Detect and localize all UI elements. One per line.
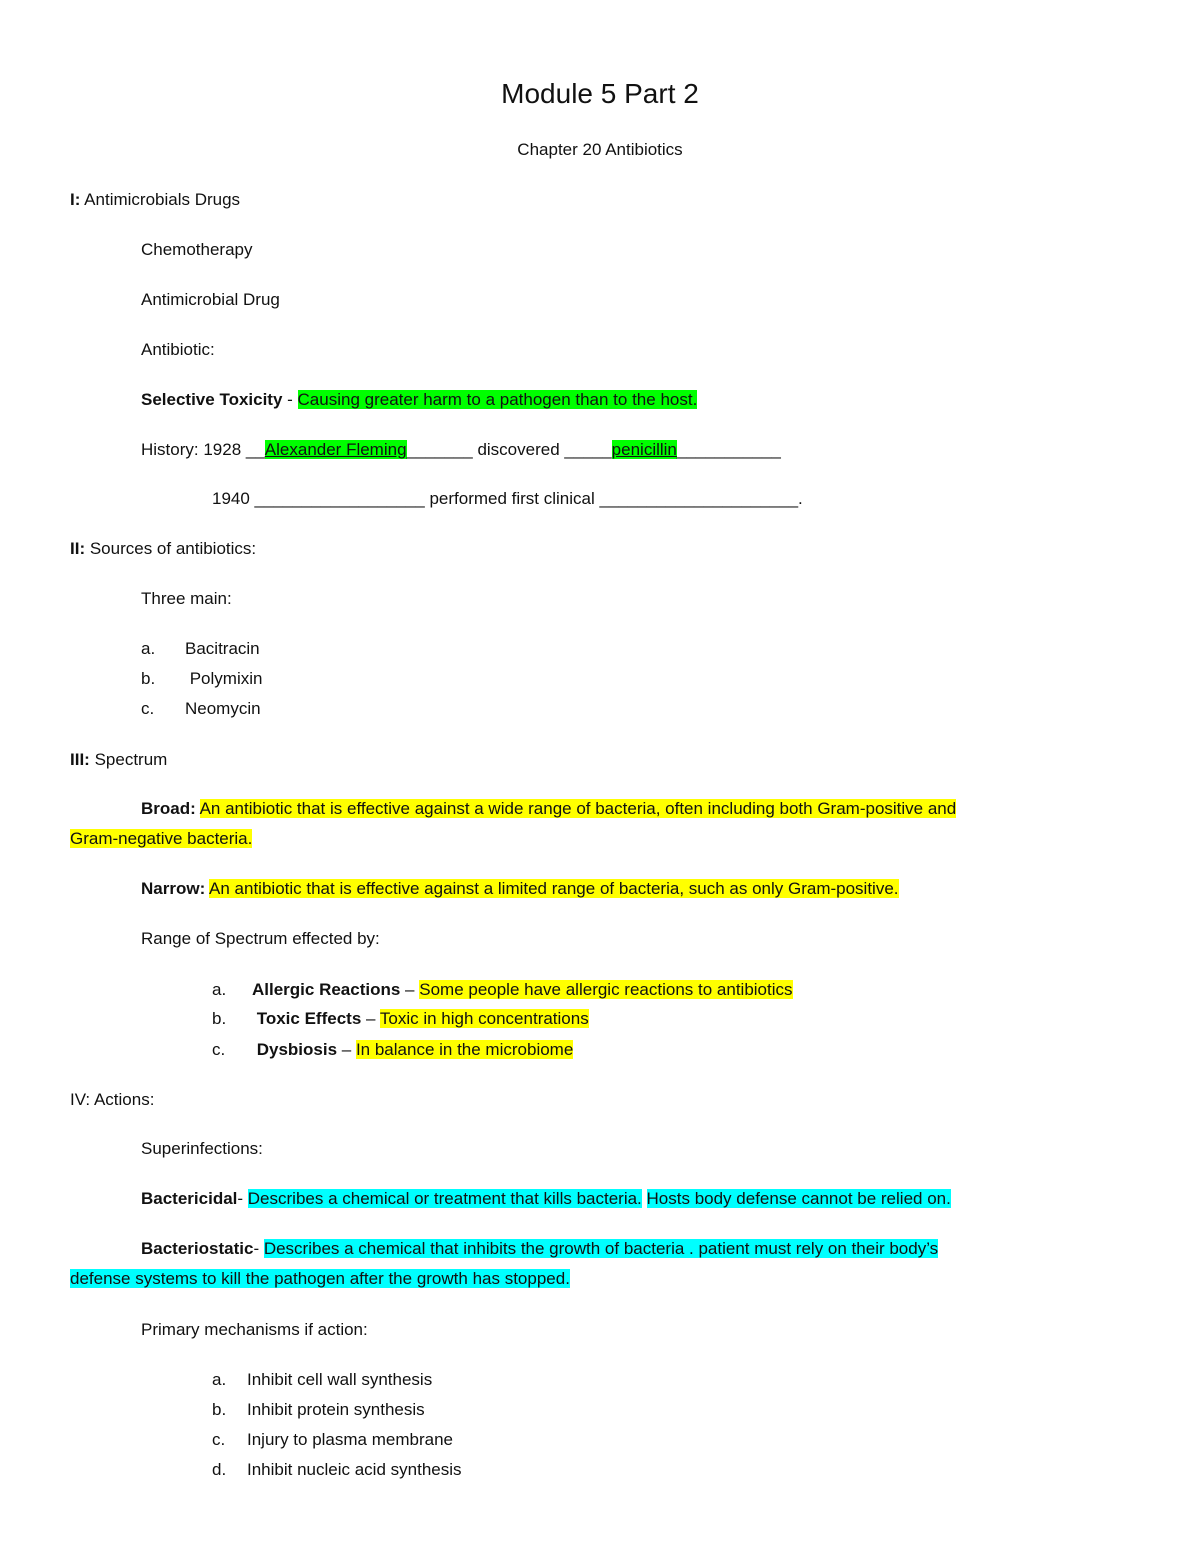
list-item [141,638,260,659]
bactericidal-line [141,1188,951,1209]
list-marker: b. [212,1009,227,1028]
section-3-heading [70,749,167,770]
list-item-dash: – [361,1009,380,1028]
bactericidal-dash: - [237,1189,248,1208]
section-2-number: II: [70,539,86,558]
list-item-text: Bacitracin [185,639,260,658]
broad-line-2 [70,828,252,849]
history-end: ___________ [676,440,781,459]
page-subtitle: Chapter 20 Antibiotics [517,140,683,159]
bactericidal-definition: Describes a chemical or treatment that kills bacteria. [247,1189,642,1208]
bacteriostatic-line-2 [70,1268,570,1289]
list-item-dash: – [400,980,420,999]
selective-toxicity-definition: Causing greater harm to a pathogen than to the host. [297,390,698,409]
history-1928-line [141,439,781,460]
list-item-dash: – [337,1040,356,1059]
narrow-line [141,878,899,899]
list-marker: a. [212,980,227,999]
section-1-number: I: [70,190,81,209]
history-middle: _______ discovered _____ [406,440,612,459]
list-item-term: Dysbiosis [252,1040,338,1059]
bacteriostatic-label: Bacteriostatic [141,1239,254,1258]
mechanisms-label: Primary mechanisms if action: [141,1320,368,1339]
history-drug: penicillin [611,440,677,459]
broad-definition-part-2: Gram-negative bacteria. [70,829,253,848]
antibiotic-term: Antibiotic: [141,340,215,359]
section-3-title: Spectrum [89,750,168,769]
list-marker: a. [141,639,156,658]
bactericidal-label: Bactericidal [141,1189,238,1208]
bacteriostatic-line-1 [141,1238,938,1259]
list-item [212,1399,425,1420]
list-item [212,979,793,1000]
list-item [212,1459,462,1480]
bacteriostatic-definition-part-2: defense systems to kill the pathogen after the growth has stopped. [70,1269,570,1288]
list-item [141,698,261,719]
history-1940-line: 1940 __________________ performed first clinical _____________________. [212,489,803,508]
section-1-title: Antimicrobials Drugs [80,190,241,209]
bacteriostatic-dash: - [253,1239,264,1258]
list-item-definition: Toxic in high concentrations [379,1009,589,1028]
section-4-heading: IV: Actions: [70,1090,155,1109]
list-item-text: Neomycin [185,699,261,718]
section-3-number: III: [70,750,90,769]
list-item-definition: Some people have allergic reactions to antibiotics [419,980,793,999]
selective-toxicity-dash: - [282,390,298,409]
range-of-spectrum-label: Range of Spectrum effected by: [141,929,380,948]
list-item-text: Inhibit nucleic acid synthesis [247,1460,462,1479]
list-item-text: Injury to plasma membrane [247,1430,453,1449]
list-marker: a. [212,1370,227,1389]
history-discoverer: Alexander Fleming [264,440,407,459]
bacteriostatic-definition-part-1: Describes a chemical that inhibits the growth of bacteria . patient must rely on their body’s [263,1239,939,1258]
broad-label: Broad: [141,799,196,818]
broad-definition-part-1: An antibiotic that is effective against a wide range of bacteria, often including both Gram-positive and [199,799,957,818]
narrow-label: Narrow: [141,879,206,898]
selective-toxicity-line [141,389,697,410]
section-2-title: Sources of antibiotics: [85,539,257,558]
list-item-definition: In balance in the microbiome [355,1040,574,1059]
superinfections-term: Superinfections: [141,1139,263,1158]
list-marker: d. [212,1460,227,1479]
list-item [212,1039,573,1060]
selective-toxicity-label: Selective Toxicity [141,390,283,409]
chemotherapy-term: Chemotherapy [141,240,253,259]
antimicrobial-drug-term: Antimicrobial Drug [141,290,280,309]
page-title: Module 5 Part 2 [501,78,699,109]
list-marker: c. [212,1430,226,1449]
list-item [212,1429,453,1450]
history-prefix: History: 1928 __ [141,440,265,459]
list-item-text: Polymixin [185,669,263,688]
list-marker: b. [212,1400,227,1419]
section-1-heading [70,189,240,210]
broad-line-1 [141,798,956,819]
list-item-text: Inhibit cell wall synthesis [247,1370,433,1389]
narrow-definition: An antibiotic that is effective against a limited range of bacteria, such as only Gram-positive. [209,879,899,898]
list-marker: c. [141,699,155,718]
bactericidal-host-note: Hosts body defense cannot be relied on. [646,1189,951,1208]
list-marker: c. [212,1040,226,1059]
section-2-heading [70,538,256,559]
list-item [141,668,262,689]
list-item-term: Toxic Effects [252,1009,362,1028]
list-item-text: Inhibit protein synthesis [247,1400,425,1419]
list-item [212,1369,432,1390]
three-main-label: Three main: [141,589,232,608]
list-item [212,1008,589,1029]
list-marker: b. [141,669,156,688]
list-item-term: Allergic Reactions [252,980,401,999]
